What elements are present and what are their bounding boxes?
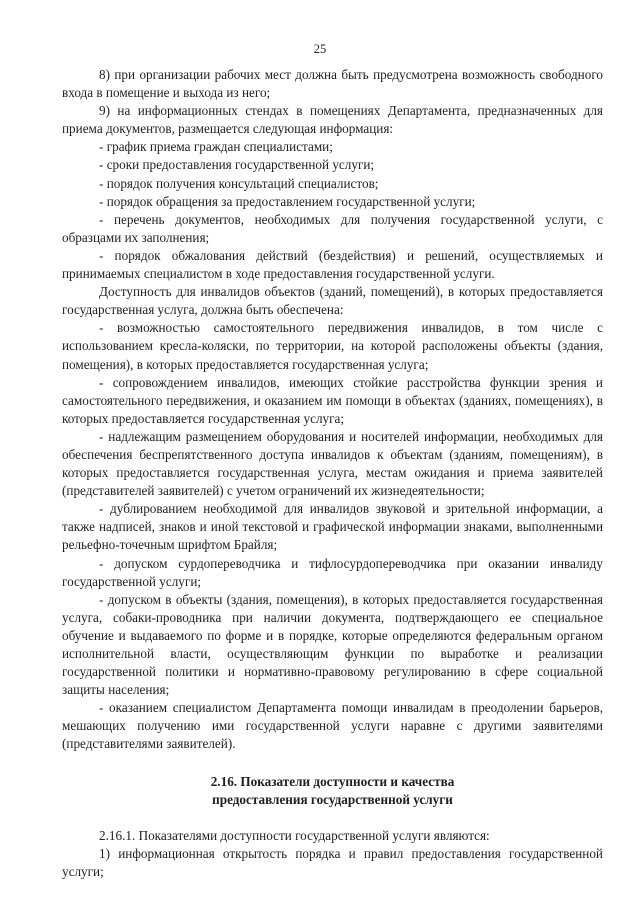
paragraph: - возможностью самостоятельного передвижения инвалидов, в том числе с использованием кресла-коляски, по территории, на которой расположены объекты (здания, помещения), в которых предоставляется государственная услуга; [62,320,603,372]
paragraph: - сопровождением инвалидов, имеющих стойкие расстройства функции зрения и самостоятельного передвижения, и оказанием им помощи в объектах (зданиях, помещениях), в которых предоставляется государственная услуга; [62,374,603,426]
paragraph: - график приема граждан специалистами; [99,139,333,155]
paragraph: - допуском сурдопереводчика и тифлосурдопереводчика при оказании инвалиду государственной услуги; [62,555,603,589]
section-heading [62,773,603,809]
paragraph: - перечень документов, необходимых для получения государственной услуги, с образцами их заполнения; [62,211,603,245]
section-heading-line: 2.16. Показатели доступности и качества [210,773,455,789]
paragraph: - допуском в объекты (здания, помещения), в которых предоставляется государственная услуга, собаки-проводника при наличии документа, подтверждающего ее специальное обучение и выдаваемого по форме и в порядке, которые определяются федеральным органом исполнительной власти, осуществляющим функции по выработке и реализации государственной политики и нормативно-правовому регулированию в сфере социальной защиты населения; [62,591,603,698]
paragraph: - дублированием необходимой для инвалидов звуковой и зрительной информации, а также надписей, знаков и иной текстовой и графической информации знаками, выполненными рельефно-точечным шрифтом Брайля; [62,501,603,553]
page-number: 25 [313,42,327,56]
paragraph: 1) информационная открытость порядка и правил предоставления государственной услуги; [62,845,603,879]
paragraph: 2.16.1. Показателями доступности государственной услуги являются: [99,827,490,843]
paragraph: - порядок обжалования действий (бездействия) и решений, осуществляемых и принимаемых специалистом в ходе предоставления государственной услуги. [62,247,603,282]
paragraph: - порядок обращения за предоставлением государственной услуги; [99,193,476,209]
document-body [62,66,603,881]
paragraph: - сроки предоставления государственной услуги; [99,157,375,173]
paragraph: 8) при организации рабочих мест должна быть предусмотрена возможность свободного входа в помещение и выхода из него; [62,67,603,101]
paragraph: - порядок получения консультаций специалистов; [99,175,379,191]
paragraph: 9) на информационных стендах в помещениях Департамента, предназначенных для приема документов, размещается следующая информация: [62,103,603,137]
paragraph: - оказанием специалистом Департамента помощи инвалидам в преодолении барьеров, мешающих получению ими государственной услуги наравне с другими заявителями (представителями заявителей). [62,700,603,752]
paragraph: Доступность для инвалидов объектов (зданий, помещений), в которых предоставляется государственная услуга, должна быть обеспечена: [62,284,603,318]
paragraph: - надлежащим размещением оборудования и носителей информации, необходимых для обеспечения беспрепятственного доступа инвалидов к объектам (зданиям, помещениям), в которых предоставляется государственная услуга, местам ожидания и приема заявителей (представителей заявителей) с учетом ограничений их жизнедеятельности; [62,428,603,499]
section-heading-line: предоставления государственной услуги [212,791,453,807]
